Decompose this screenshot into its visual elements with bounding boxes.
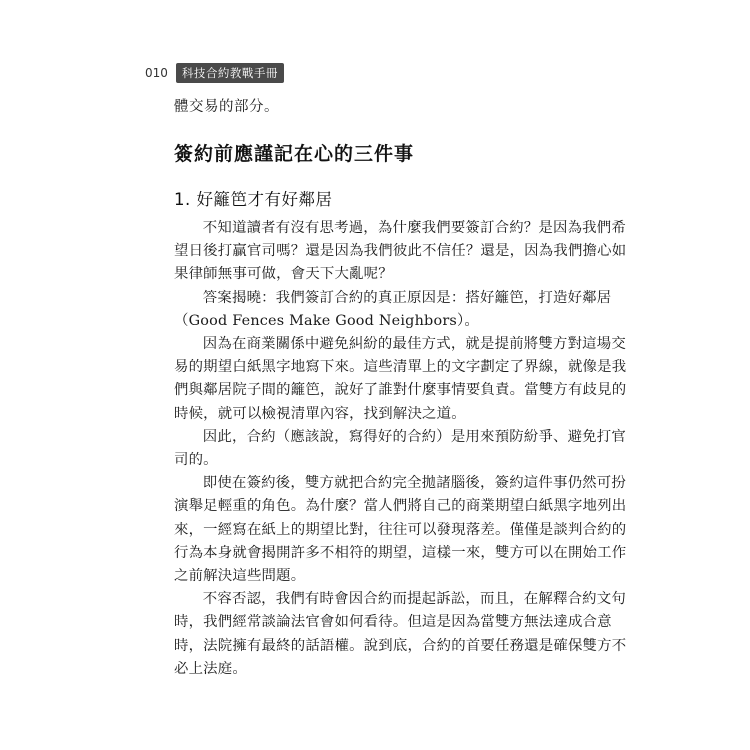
paragraph	[174, 287, 612, 333]
paragraph	[174, 472, 627, 588]
text-line: 望日後打贏官司嗎？還是因為我們彼此不信任？還是，因為我們擔心如	[174, 243, 627, 260]
section-heading: 簽約前應謹記在心的三件事	[174, 143, 415, 165]
text-line: 易的期望白紙黑字地寫下來。這些清單上的文字劃定了界線，就像是我	[174, 359, 627, 376]
book-title-badge: 科技合約教戰手冊	[176, 63, 284, 83]
text-line: 必上法庭。	[174, 660, 247, 677]
paragraph	[174, 588, 627, 681]
text-line: 演舉足輕重的角色。為什麼？當人們將自己的商業期望白紙黑字地列出	[174, 498, 627, 515]
text-line: 果律師無事可做，會天下大亂呢？	[174, 266, 393, 283]
running-header	[145, 63, 284, 83]
text-line: 時，法院擁有最終的話語權。說到底，合約的首要任務還是確保雙方不	[174, 637, 627, 654]
subheading: 1. 好籬笆才有好鄰居	[174, 190, 333, 209]
paragraph	[174, 333, 627, 426]
text-line: 之前解決這些問題。	[174, 568, 306, 585]
text-line: 因為在商業關係中避免糾紛的最佳方式，就是提前將雙方對這場交	[202, 336, 626, 353]
text-line: 即使在簽約後，雙方就把合約完全拋諸腦後，簽約這件事仍然可扮	[202, 475, 626, 492]
page-number: 010	[145, 66, 168, 80]
text-line: 因此，合約（應該說，寫得好的合約）是用來預防紛爭、避免打官	[202, 428, 626, 445]
text-line: 來，一經寫在紙上的期望比對，往往可以發現落差。僅僅是談判合約的	[174, 521, 627, 538]
body-text	[174, 217, 627, 681]
text-line: 們與鄰居院子間的籬笆，說好了誰對什麼事情要負責。當雙方有歧見的	[174, 382, 627, 399]
text-line: 司的。	[174, 452, 218, 469]
text-line: 不知道讀者有沒有思考過，為什麼我們要簽訂合約？是因為我們希	[202, 220, 626, 236]
paragraph	[174, 217, 627, 287]
paragraph	[174, 426, 626, 472]
text-line: 時，我們經常談論法官會如何看待。但這是因為當雙方無法達成合意	[174, 614, 612, 631]
text-line: 行為本身就會揭開許多不相符的期望，這樣一來，雙方可以在開始工作	[174, 544, 627, 561]
text-line: 答案揭曉：我們簽訂合約的真正原因是：搭好籬笆，打造好鄰居	[202, 289, 612, 306]
text-line: 時候，就可以檢視清單內容，找到解決之道。	[174, 405, 466, 422]
text-line: 不容否認，我們有時會因合約而提起訴訟，而且，在解釋合約文句	[202, 591, 626, 608]
text-line: （Good Fences Make Good Neighbors）。	[174, 312, 479, 329]
continuation-text: 體交易的部分。	[174, 99, 279, 115]
